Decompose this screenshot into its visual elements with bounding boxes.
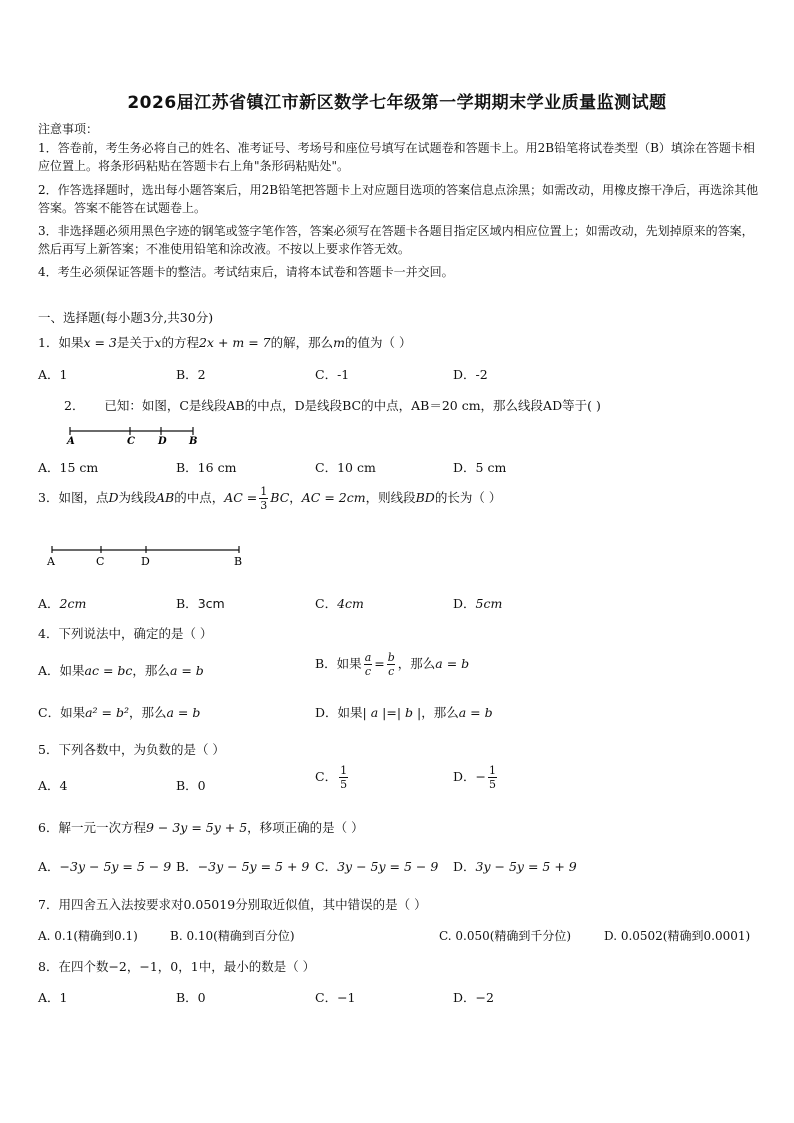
q4-option-c[interactable]: [38, 703, 200, 721]
q3-option-b[interactable]: [176, 594, 225, 612]
q2-label-d: D: [158, 436, 167, 446]
q1-option-d[interactable]: D．-2: [453, 367, 488, 382]
q1-text-mid: 是关于: [116, 335, 155, 350]
q4-b-frac2-num: b: [387, 651, 395, 664]
q6-post: ，移项正确的是（ ）: [247, 820, 364, 835]
q3-segment-figure: [42, 543, 252, 571]
q3-label-c: C: [96, 555, 105, 568]
q4-c-pre: C．如果: [38, 705, 86, 720]
notice-item-4: 4．考生必须保证答题卡的整洁。考试结束后，请将本试卷和答题卡一并交回。: [38, 265, 454, 279]
q6-option-a[interactable]: [38, 857, 171, 875]
q6-equation: 9 − 3y = 5y + 5: [145, 820, 248, 835]
question-2: [64, 396, 601, 414]
q4-a-eq: ac = bc: [84, 663, 133, 678]
q2-option-d[interactable]: D．5 cm: [453, 460, 507, 475]
q1-text-mid3: 的解，那么: [270, 335, 334, 350]
q3-option-c[interactable]: [315, 594, 364, 612]
q3-option-d[interactable]: [453, 594, 502, 612]
q4-b-frac2: [387, 652, 396, 677]
q6-a-key: A．: [38, 859, 60, 874]
q5-c-den: 5: [340, 778, 348, 791]
q4-b-frac2-den: c: [388, 665, 395, 678]
q6-a-value: −3y − 5y = 5 − 9: [59, 859, 172, 874]
q5-c-pre: C．: [315, 769, 338, 784]
q5-d-den: 5: [489, 778, 497, 791]
q3-label-b: B: [234, 555, 243, 568]
q4-b-pre: B．如果: [315, 656, 362, 671]
q1-var2: m: [333, 335, 346, 350]
q4-option-b[interactable]: [315, 652, 469, 677]
q8-option-b[interactable]: B．0: [176, 990, 206, 1005]
notice-item-2: 2．作答选择题时，选出每小题答案后，用2B铅笔把答题卡上对应题目选项的答案信息点涂黑；如需改动，用橡皮擦干净后，再选涂其他答案。答案不能答在试题卷上。: [38, 183, 759, 215]
question-3: [38, 486, 501, 511]
q5-option-d[interactable]: [453, 765, 499, 790]
q3-option-c-key: C．: [315, 596, 338, 611]
q3-label-d: D: [141, 555, 150, 568]
q6-c-value: 3y − 5y = 5 − 9: [337, 859, 439, 874]
q3-option-b-key: B．: [176, 596, 198, 611]
q3-text-mid2: 的中点，: [174, 490, 225, 505]
q3-label-a: A: [47, 555, 55, 568]
q2-label-a: A: [67, 436, 75, 446]
q8-option-d[interactable]: D．−2: [453, 990, 494, 1005]
q3-text-pre: 3．如图，点: [38, 490, 109, 505]
question-5: 5．下列各数中，为负数的是（ ）: [38, 742, 225, 757]
q6-option-c[interactable]: [315, 857, 438, 875]
q3-text-post: 的长为（ ）: [434, 490, 502, 505]
q5-c-frac: [339, 765, 348, 790]
question-6: [38, 818, 364, 836]
q2-option-a[interactable]: A．15 cm: [38, 460, 99, 475]
q5-d-sign: −: [475, 769, 487, 784]
q4-d-eq: | a |=| b |: [362, 705, 422, 720]
q3-segment-bd: BD: [415, 490, 435, 505]
q4-d-res: a = b: [458, 705, 493, 720]
q5-c-num: 1: [340, 764, 348, 777]
q6-option-b[interactable]: [176, 857, 309, 875]
q8-option-a[interactable]: A．1: [38, 990, 68, 1005]
q2-number: 2．: [64, 398, 85, 413]
q1-var: x: [154, 335, 162, 350]
q4-d-mid: ，那么: [421, 705, 459, 720]
q3-text-mid3: ，则线段: [365, 490, 416, 505]
q2-option-b[interactable]: B．16 cm: [176, 460, 237, 475]
q1-text-mid2: 的方程: [161, 335, 199, 350]
question-8: 8．在四个数−2，−1，0，1中，最小的数是（ ）: [38, 959, 316, 974]
section-heading: 一、选择题(每小题3分,共30分): [38, 310, 214, 325]
q2-segment-figure: [62, 424, 202, 446]
q5-d-num: 1: [489, 764, 497, 777]
q6-b-value: −3y − 5y = 5 + 9: [197, 859, 310, 874]
q3-ac-value: AC = 2cm: [301, 490, 366, 505]
q3-option-d-key: D．: [453, 596, 476, 611]
q4-a-res: a = b: [169, 663, 204, 678]
q4-b-frac1-den: c: [364, 665, 372, 678]
q2-option-c[interactable]: C．10 cm: [315, 460, 376, 475]
q4-b-mid: ，那么: [397, 656, 436, 671]
q1-option-a[interactable]: A．1: [38, 367, 68, 382]
q5-option-a[interactable]: A．4: [38, 778, 68, 793]
q6-b-key: B．: [176, 859, 198, 874]
q6-d-key: D．: [453, 859, 476, 874]
q7-option-a[interactable]: A. 0.1(精确到0.1): [38, 929, 138, 943]
q3-comma: ，: [289, 490, 302, 505]
page-title: 2026届江苏省镇江市新区数学七年级第一学期期末学业质量监测试题: [127, 93, 667, 113]
q3-ac-eq: AC =: [224, 490, 258, 505]
q4-a-mid: ，那么: [132, 663, 170, 678]
q4-d-pre: D．如果: [315, 705, 363, 720]
q6-d-value: 3y − 5y = 5 + 9: [475, 859, 577, 874]
q2-text: 已知：如图，C是线段AB的中点，D是线段BC的中点，AB＝20 cm，那么线段AD等于( ): [104, 398, 601, 413]
q7-option-d[interactable]: D. 0.0502(精确到0.0001): [604, 929, 751, 943]
q4-c-mid: ，那么: [128, 705, 167, 720]
q8-option-c[interactable]: C．−1: [315, 990, 356, 1005]
q1-eq2: 2x + m = 7: [198, 335, 271, 350]
q3-option-c-value: 4cm: [337, 596, 364, 611]
q1-text-pre: 1．如果: [38, 335, 84, 350]
q4-a-pre: A．如果: [38, 663, 85, 678]
q1-eq1: x = 3: [83, 335, 117, 350]
notice-item-3: 3．非选择题必须用黑色字迹的钢笔或签字笔作答，答案必须写在答题卡各题目指定区域内相应位置上；如需改动，先划掉原来的答案，然后再写上新答案；不准使用铅笔和涂改液。不按以上要求作答无效。: [38, 224, 754, 256]
q1-option-c[interactable]: C．-1: [315, 367, 350, 382]
q3-fraction: [259, 486, 268, 511]
q5-d-pre: D．: [453, 769, 476, 784]
q5-d-frac: [488, 765, 497, 790]
q3-option-b-value: 3cm: [197, 596, 225, 611]
q4-option-d[interactable]: [315, 703, 493, 721]
notice-item-1: 1．答卷前，考生务必将自己的姓名、准考证号、考场号和座位号填写在试题卷和答题卡上。用2B铅笔将试卷类型（B）填涂在答题卡相应位置上。将条形码粘贴在答题卡右上角"条形码粘贴处"。: [38, 141, 755, 173]
question-1: [38, 333, 412, 351]
q4-c-res: a = b: [166, 705, 201, 720]
q7-option-b[interactable]: B. 0.10(精确到百分位): [170, 929, 295, 943]
q2-label-c: C: [127, 436, 135, 446]
q3-segment-ab: AB: [156, 490, 175, 505]
q3-text-mid: 为线段: [118, 490, 156, 505]
q4-b-frac1: [364, 652, 373, 677]
q6-c-key: C．: [315, 859, 338, 874]
q1-option-b[interactable]: B．2: [176, 367, 206, 382]
q7-option-c[interactable]: C. 0.050(精确到千分位): [439, 929, 572, 943]
q3-segment-bc: BC: [270, 490, 290, 505]
q6-pre: 6．解一元一次方程: [38, 820, 146, 835]
q3-option-a-value: 2cm: [59, 596, 87, 611]
notice-heading: 注意事项：: [38, 122, 99, 136]
q3-fraction-num: 1: [260, 485, 268, 498]
q5-option-c[interactable]: [315, 765, 350, 790]
q3-option-a[interactable]: [38, 594, 86, 612]
q6-option-d[interactable]: [453, 857, 577, 875]
q2-label-b: B: [189, 436, 198, 446]
q4-option-a[interactable]: [38, 661, 204, 679]
q5-option-b[interactable]: B．0: [176, 778, 206, 793]
question-4: 4．下列说法中，确定的是（ ）: [38, 626, 213, 641]
q4-c-eq: a² = b²: [85, 705, 129, 720]
q4-b-res: a = b: [435, 656, 470, 671]
question-7: 7．用四舍五入法按要求对0.05019分别取近似值，其中错误的是（ ）: [38, 897, 427, 912]
q3-point-d: D: [108, 490, 119, 505]
q3-option-a-key: A．: [38, 596, 60, 611]
q1-text-post: 的值为（ ）: [345, 335, 412, 350]
q3-fraction-den: 3: [260, 499, 268, 512]
q4-b-frac1-num: a: [364, 651, 372, 664]
q4-b-equals: =: [374, 656, 385, 671]
q3-option-d-value: 5cm: [475, 596, 503, 611]
